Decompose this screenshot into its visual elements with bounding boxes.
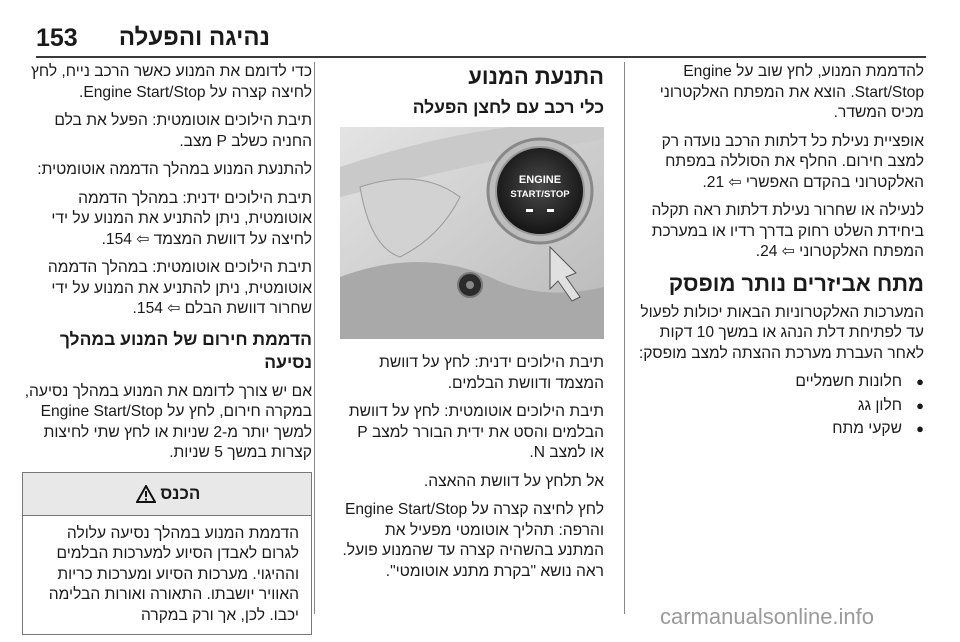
warning-triangle-icon: [136, 485, 156, 503]
header-rule: [36, 56, 926, 58]
warning-text: הדממת המנוע במהלך נסיעה עלולה לגרום לאבדן הסיוע למערכות הבלמים וההיגוי. מערכות הסיוע ומערכות כריות האוויר יושבתו. התאורה ואורות הבלימה יכבו. לכן, אך ורק במקרה: [48, 524, 299, 624]
page-header: [0, 0, 960, 58]
list-item: ● שקעי מתח: [624, 419, 924, 440]
list-item: ● חלונות חשמליים: [624, 372, 924, 393]
paragraph: תיבת הילוכים ידנית: במהלך הדממה אוטומטית, ניתן להתניע את המנוע על ידי לחיצה על דוושת המצמד ⇦ 154.: [51, 189, 312, 248]
paragraph: לחץ לחיצה קצרה על Engine Start/Stop והרפה: תהליך אוטומטי מפעיל את המתנע בהשהיה קצרה עד שהמנוע פועל. ראה נושא "בקרת מתנע אוטומטי".: [342, 501, 604, 580]
engine-button-photo: [340, 127, 604, 339]
paragraph: אופציית נעילת כל דלתות הרכב נועדה רק למצב חירום. החלף את הסוללה במפתח האלקטרוני בהקדם האפשרי ⇦ 21.: [661, 132, 924, 191]
paragraph: תיבת הילוכים אוטומטית: לחץ על דוושת הבלמים והסט את ידית הבורר למצב P או למצב N.: [348, 403, 604, 461]
paragraph: תיבת הילוכים אוטומטית: הפעל את בלם החניה כשלב P מצב.: [54, 112, 312, 150]
paragraph: אם יש צורך לדומם את המנוע במהלך נסיעה, במקרה חירום, לחץ על Engine Start/Stop למשך יותר מ-2 שניות או לחץ שתי לחיצות קצרות במשך 5 שניות.: [24, 382, 312, 461]
sub-heading: כלי רכב עם לחצן הפעלה: [412, 97, 604, 117]
paragraph: תיבת הילוכים ידנית: לחץ על דוושת המצמד ודוושת הבלמים.: [379, 354, 604, 392]
right-column: [624, 62, 924, 443]
paragraph: תיבת הילוכים אוטומטית: במהלך הדממה אוטומטית, ניתן להתניע את המנוע על ידי שחרור דוושת הבלם ⇦ 154.: [47, 259, 312, 317]
warning-title: הכנס: [160, 483, 201, 503]
paragraph: להתנעת המנוע במהלך הדממה אוטומטית:: [37, 161, 312, 178]
button-label-line2: START/STOP: [510, 189, 570, 200]
dashboard-illustration: [340, 127, 604, 339]
paragraph: להדממת המנוע, לחץ שוב על Engine Start/Stop. הוצא את המפתח האלקטרוני מכיס המשדר.: [659, 63, 924, 121]
section-heading: הדממת חירום של המנוע במהלך נסיעה: [59, 328, 312, 372]
warning-box: [22, 472, 312, 636]
column-divider: [624, 62, 625, 614]
middle-column: [340, 62, 604, 590]
section-heading: התנעת המנוע: [468, 64, 604, 89]
list-item: ● חלון גג: [624, 396, 924, 417]
section-title: נהיגה והפעלה: [118, 24, 270, 51]
warning-header: [23, 473, 311, 516]
watermark: carmanualsonline.info: [660, 604, 875, 629]
left-column: [22, 62, 312, 635]
paragraph: לנעילה או שחרור נעילת דלתות ראה תקלה ביחידת השלט רחוק בדרך רדיו או במערכת המפתח האלקטרוני ⇦ 24.: [651, 202, 924, 260]
column-divider: [314, 62, 315, 614]
section-heading: מתח אביזרים נותר מופסק: [668, 270, 924, 296]
paragraph: אל תלחץ על דוושת ההאצה.: [423, 472, 604, 490]
paragraph: כדי לדומם את המנוע כאשר הרכב נייח, לחץ לחיצה קצרה על Engine Start/Stop.: [31, 63, 312, 101]
button-label-line1: ENGINE: [518, 174, 562, 186]
page-number: 153: [36, 24, 78, 52]
paragraph: המערכות האלקטרוניות הבאות יכולות לפעול עד לפתיחת דלת הנהג או במשך 10 דקות לאחר העברת מערכת ההצתה למצב מופסק:: [638, 303, 924, 362]
bullet-list: [624, 372, 924, 440]
